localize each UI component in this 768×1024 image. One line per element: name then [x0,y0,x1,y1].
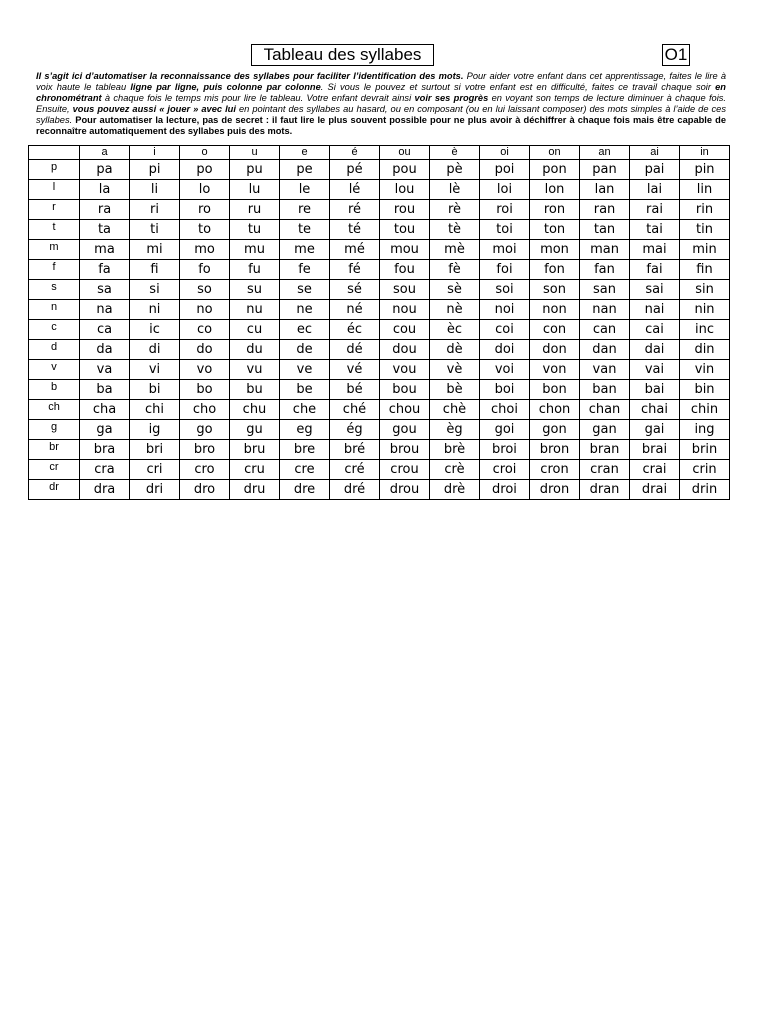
syllable-cell: do [180,340,230,360]
row-consonant-label: p [29,160,80,180]
syllable-cell: bron [530,440,580,460]
syllable-cell: tu [230,220,280,240]
syllable-cell: de [280,340,330,360]
syllable-cell: brai [630,440,680,460]
syllable-cell: gan [580,420,630,440]
syllable-cell: brin [680,440,730,460]
syllable-cell: ra [80,200,130,220]
syllable-cell: chin [680,400,730,420]
syllable-cell: loi [480,180,530,200]
syllable-cell: can [580,320,630,340]
row-consonant-label: c [29,320,80,340]
syllable-cell: bre [280,440,330,460]
row-consonant-label: dr [29,480,80,500]
syllable-cell: broi [480,440,530,460]
syllable-cell: ro [180,200,230,220]
syllable-cell: fin [680,260,730,280]
syllable-cell: te [280,220,330,240]
intro-emph-1: ligne par ligne, puis colonne par colonne [130,82,321,92]
row-consonant-label: f [29,260,80,280]
syllable-cell: man [580,240,630,260]
syllable-cell: fè [430,260,480,280]
syllable-cell: pa [80,160,130,180]
syllable-cell: noi [480,300,530,320]
syllable-cell: ca [80,320,130,340]
syllable-cell: coi [480,320,530,340]
syllable-cell: vai [630,360,680,380]
syllable-cell: fou [380,260,430,280]
syllable-cell: no [180,300,230,320]
syllable-cell: pan [580,160,630,180]
syllable-cell: lo [180,180,230,200]
row-consonant-label: r [29,200,80,220]
table-corner-cell [29,146,80,160]
syllable-cell: lon [530,180,580,200]
syllable-cell: be [280,380,330,400]
syllable-cell: von [530,360,580,380]
syllable-cell: pi [130,160,180,180]
syllable-cell: toi [480,220,530,240]
syllable-cell: voi [480,360,530,380]
table-row [29,200,730,220]
syllable-cell: so [180,280,230,300]
syllable-cell: sè [430,280,480,300]
syllable-cell: fan [580,260,630,280]
syllable-cell: foi [480,260,530,280]
table-row [29,240,730,260]
syllable-cell: né [330,300,380,320]
syllable-cell: ne [280,300,330,320]
syllable-cell: ing [680,420,730,440]
syllable-cell: ma [80,240,130,260]
syllable-cell: chou [380,400,430,420]
syllable-cell: bin [680,380,730,400]
syllable-cell: vo [180,360,230,380]
intro-paragraph [36,71,726,137]
syllable-cell: con [530,320,580,340]
intro-text-5: en pointant des syllabes au hasard, ou en composant (ou en lui laissant composer) des mots simples à l’aide de ces syllabes. [36,104,726,125]
syllable-cell: dri [130,480,180,500]
syllable-cell: la [80,180,130,200]
row-consonant-label: s [29,280,80,300]
syllable-cell: crin [680,460,730,480]
syllable-cell: rou [380,200,430,220]
syllable-cell: din [680,340,730,360]
syllable-cell: son [530,280,580,300]
syllable-cell: ic [130,320,180,340]
syllable-cell: dan [580,340,630,360]
column-header: ou [380,146,430,160]
syllable-cell: mi [130,240,180,260]
syllable-cell: crè [430,460,480,480]
syllable-cell: dro [180,480,230,500]
syllable-cell: drè [430,480,480,500]
table-row [29,480,730,500]
syllable-cell: nu [230,300,280,320]
syllable-cell: pe [280,160,330,180]
syllable-cell: gon [530,420,580,440]
syllable-cell: doi [480,340,530,360]
syllable-cell: chu [230,400,280,420]
row-consonant-label: br [29,440,80,460]
syllable-cell: rè [430,200,480,220]
syllable-cell: boi [480,380,530,400]
table-header-row [29,146,730,160]
syllable-cell: ré [330,200,380,220]
syllable-cell: bro [180,440,230,460]
syllable-cell: brè [430,440,480,460]
syllable-cell: rin [680,200,730,220]
syllable-cell: lè [430,180,480,200]
syllable-cell: cra [80,460,130,480]
syllable-cell: po [180,160,230,180]
syllable-table [28,145,730,500]
syllable-cell: lan [580,180,630,200]
intro-lead: Il s’agit ici d’automatiser la reconnaissance des syllabes pour faciliter l’identification des mots. [36,71,464,81]
row-consonant-label: ch [29,400,80,420]
syllable-cell: choi [480,400,530,420]
syllable-cell: drin [680,480,730,500]
syllable-cell: pu [230,160,280,180]
syllable-cell: nai [630,300,680,320]
column-header: on [530,146,580,160]
syllable-cell: cri [130,460,180,480]
syllable-cell: bu [230,380,280,400]
syllable-cell: lou [380,180,430,200]
syllable-cell: tou [380,220,430,240]
syllable-cell: co [180,320,230,340]
row-consonant-label: d [29,340,80,360]
table-row [29,380,730,400]
syllable-cell: éc [330,320,380,340]
row-consonant-label: l [29,180,80,200]
syllable-cell: bru [230,440,280,460]
column-header: é [330,146,380,160]
syllable-cell: crou [380,460,430,480]
syllable-cell: dé [330,340,380,360]
syllable-cell: fi [130,260,180,280]
syllable-cell: bran [580,440,630,460]
syllable-cell: go [180,420,230,440]
syllable-cell: bo [180,380,230,400]
syllable-cell: da [80,340,130,360]
syllable-cell: inc [680,320,730,340]
syllable-cell: se [280,280,330,300]
syllable-cell: drai [630,480,680,500]
syllable-cell: sin [680,280,730,300]
syllable-cell: dré [330,480,380,500]
syllable-cell: va [80,360,130,380]
table-row [29,280,730,300]
table-row [29,260,730,280]
table-row [29,460,730,480]
syllable-cell: gu [230,420,280,440]
syllable-cell: vin [680,360,730,380]
syllable-cell: sai [630,280,680,300]
syllable-cell: rai [630,200,680,220]
syllable-cell: ve [280,360,330,380]
syllable-cell: to [180,220,230,240]
syllable-cell: vou [380,360,430,380]
syllable-cell: cha [80,400,130,420]
intro-text-2: . Si vous le pouvez et surtout si votre enfant est en difficulté, faites ce travail chaque soir [320,82,716,92]
row-consonant-label: g [29,420,80,440]
syllable-cell: sou [380,280,430,300]
syllable-cell: pin [680,160,730,180]
syllable-cell: ga [80,420,130,440]
table-row [29,340,730,360]
syllable-cell: nè [430,300,480,320]
syllable-cell: fa [80,260,130,280]
syllable-cell: lu [230,180,280,200]
syllable-cell: mo [180,240,230,260]
syllable-cell: che [280,400,330,420]
syllable-cell: roi [480,200,530,220]
syllable-cell: goi [480,420,530,440]
intro-emph-2: en chronométrant [36,82,726,103]
syllable-cell: chè [430,400,480,420]
row-consonant-label: n [29,300,80,320]
syllable-cell: min [680,240,730,260]
syllable-cell: tan [580,220,630,240]
syllable-cell: mon [530,240,580,260]
syllable-cell: me [280,240,330,260]
syllable-cell: non [530,300,580,320]
syllable-cell: ché [330,400,380,420]
syllable-cell: pon [530,160,580,180]
syllable-cell: bai [630,380,680,400]
syllable-cell: ban [580,380,630,400]
syllable-cell: re [280,200,330,220]
syllable-cell: gou [380,420,430,440]
syllable-cell: poi [480,160,530,180]
syllable-cell: lin [680,180,730,200]
syllable-cell: sa [80,280,130,300]
syllable-cell: ni [130,300,180,320]
syllable-cell: cai [630,320,680,340]
page-title: Tableau des syllabes [251,44,434,66]
syllable-cell: bon [530,380,580,400]
syllable-cell: dre [280,480,330,500]
syllable-cell: dai [630,340,680,360]
syllable-cell: cou [380,320,430,340]
syllable-cell: na [80,300,130,320]
syllable-cell: tin [680,220,730,240]
syllable-cell: fu [230,260,280,280]
table-row [29,300,730,320]
syllable-cell: fo [180,260,230,280]
syllable-cell: mou [380,240,430,260]
column-header: u [230,146,280,160]
syllable-cell: cho [180,400,230,420]
column-header: i [130,146,180,160]
syllable-cell: san [580,280,630,300]
syllable-cell: su [230,280,280,300]
syllable-cell: soi [480,280,530,300]
syllable-cell: dou [380,340,430,360]
column-header: oi [480,146,530,160]
syllable-cell: di [130,340,180,360]
syllable-cell: ec [280,320,330,340]
syllable-cell: du [230,340,280,360]
column-header: ai [630,146,680,160]
table-row [29,160,730,180]
syllable-cell: ri [130,200,180,220]
intro-text-4: en voyant son temps de lecture diminuer à chaque fois. Ensuite, [36,93,727,114]
syllable-cell: nan [580,300,630,320]
syllable-cell: chai [630,400,680,420]
syllable-cell: pai [630,160,680,180]
table-row [29,400,730,420]
intro-conclusion: Pour automatiser la lecture, pas de secret : il faut lire le plus souvent possible pour ne plus avoir à déchiffrer à chaque fois mais être capable de reconnaître automatiquement des syllabes puis des mots. [36,115,726,136]
syllable-cell: cre [280,460,330,480]
column-header: è [430,146,480,160]
syllable-cell: pé [330,160,380,180]
syllable-cell: ég [330,420,380,440]
syllable-cell: dron [530,480,580,500]
syllable-cell: cré [330,460,380,480]
syllable-cell: vé [330,360,380,380]
row-consonant-label: t [29,220,80,240]
syllable-cell: mè [430,240,480,260]
syllable-cell: fai [630,260,680,280]
syllable-cell: moi [480,240,530,260]
syllable-cell: ran [580,200,630,220]
syllable-cell: bé [330,380,380,400]
syllable-cell: eg [280,420,330,440]
syllable-cell: droi [480,480,530,500]
row-consonant-label: m [29,240,80,260]
row-consonant-label: cr [29,460,80,480]
table-row [29,220,730,240]
intro-text-3: à chaque fois le temps mis pour lire le tableau. Votre enfant devrait ainsi [101,93,415,103]
syllable-cell: le [280,180,330,200]
syllable-cell: cu [230,320,280,340]
syllable-cell: ti [130,220,180,240]
row-consonant-label: v [29,360,80,380]
syllable-cell: fé [330,260,380,280]
column-header: o [180,146,230,160]
syllable-cell: sé [330,280,380,300]
syllable-cell: pè [430,160,480,180]
syllable-cell: bi [130,380,180,400]
syllable-cell: chon [530,400,580,420]
syllable-cell: cro [180,460,230,480]
syllable-cell: si [130,280,180,300]
syllable-cell: té [330,220,380,240]
syllable-cell: ton [530,220,580,240]
syllable-cell: vè [430,360,480,380]
syllable-cell: ru [230,200,280,220]
row-consonant-label: b [29,380,80,400]
intro-emph-3: voir ses progrès [414,93,489,103]
column-header: in [680,146,730,160]
syllable-cell: brou [380,440,430,460]
column-header: a [80,146,130,160]
intro-text-1: Pour aider votre enfant dans cet apprentissage, faites le lire à voix haute le tableau [36,71,726,92]
syllable-cell: ron [530,200,580,220]
syllable-cell: dra [80,480,130,500]
table-row [29,320,730,340]
syllable-cell: nin [680,300,730,320]
syllable-cell: pou [380,160,430,180]
syllable-cell: bré [330,440,380,460]
syllable-cell: ba [80,380,130,400]
table-row [29,180,730,200]
syllable-cell: bri [130,440,180,460]
syllable-cell: cron [530,460,580,480]
syllable-cell: dru [230,480,280,500]
syllable-cell: lai [630,180,680,200]
column-header: e [280,146,330,160]
syllable-cell: chan [580,400,630,420]
syllable-cell: mu [230,240,280,260]
column-header: an [580,146,630,160]
syllable-cell: fon [530,260,580,280]
syllable-cell: cru [230,460,280,480]
syllable-cell: tè [430,220,480,240]
syllable-cell: bou [380,380,430,400]
syllable-cell: gai [630,420,680,440]
syllable-cell: van [580,360,630,380]
syllable-cell: vi [130,360,180,380]
syllable-cell: ta [80,220,130,240]
intro-emph-4: vous pouvez aussi « jouer » avec lui [72,104,236,114]
syllable-cell: ig [130,420,180,440]
syllable-cell: lé [330,180,380,200]
syllable-cell: fe [280,260,330,280]
syllable-cell: mé [330,240,380,260]
syllable-cell: croi [480,460,530,480]
syllable-cell: dran [580,480,630,500]
table-row [29,420,730,440]
syllable-cell: mai [630,240,680,260]
syllable-cell: vu [230,360,280,380]
syllable-cell: chi [130,400,180,420]
table-row [29,360,730,380]
syllable-cell: nou [380,300,430,320]
syllable-cell: li [130,180,180,200]
syllable-cell: èc [430,320,480,340]
syllable-cell: èg [430,420,480,440]
table-row [29,440,730,460]
syllable-cell: cran [580,460,630,480]
sheet-code: O1 [662,44,690,66]
syllable-cell: bè [430,380,480,400]
syllable-cell: crai [630,460,680,480]
syllable-cell: dè [430,340,480,360]
syllable-cell: drou [380,480,430,500]
syllable-cell: bra [80,440,130,460]
syllable-cell: don [530,340,580,360]
syllable-cell: tai [630,220,680,240]
